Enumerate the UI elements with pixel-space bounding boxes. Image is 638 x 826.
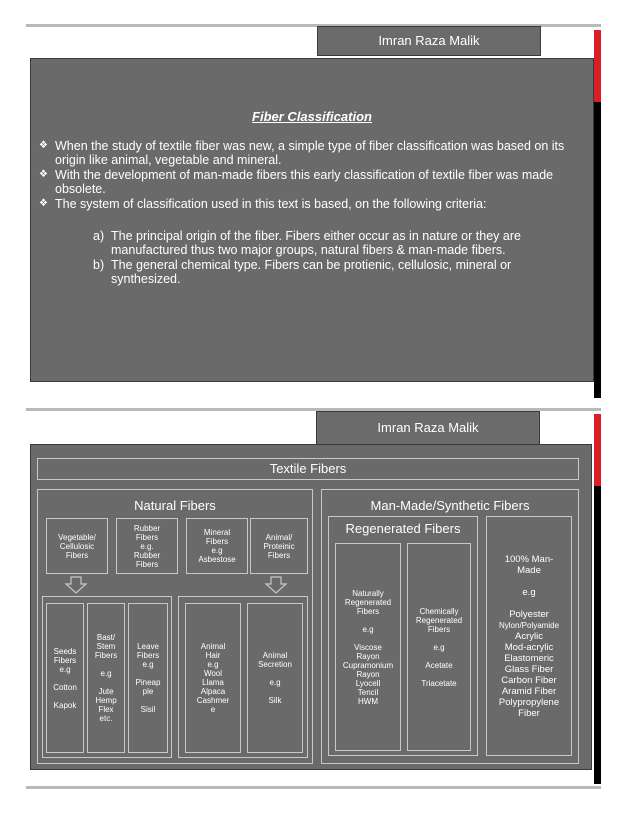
bullet-item [39,139,585,167]
bullet-text: With the development of man-made fibers this early classification of textile fiber was made obsolete. [55,168,554,196]
diamond-bullet-icon: ❖ [39,169,48,180]
criteria-item [93,258,583,286]
criteria-label: b) [93,258,105,272]
naturally-regenerated-box: Naturally Regenerated Fibers e.g Viscose Rayon Cupramonium Rayon Lyocell Tencil HWM [335,543,401,751]
vegetable-fibers-box: Vegetable/ Cellulosic Fibers [46,518,108,574]
chemically-regenerated-box: Chemically Regenerated Fibers e.g Acetate Triacetate [407,543,471,751]
animal-subgroup [178,596,308,758]
diamond-bullet-icon: ❖ [39,198,48,209]
red-accent-bar [594,30,601,102]
regenerated-fibers-group [328,516,478,756]
diamond-bullet-icon: ❖ [39,140,48,151]
criteria-text: The principal origin of the fiber. Fibers either occur as in nature or they are manufactured thus two major groups, natural fibers & man-made fibers. [111,229,521,257]
criteria-text: The general chemical type. Fibers can be protienic, cellulosic, mineral or synthesized. [111,258,512,286]
animal-secretion-box: Animal Secretion e.g Silk [247,603,303,753]
bullet-item [39,168,585,196]
red-accent-bar [594,414,601,486]
black-accent-bar [594,102,601,398]
bullet-item [39,197,585,211]
bast-fibers-box: Bast/ Stem Fibers e.g Jute Hemp Flex etc. [87,603,125,753]
natural-fibers-title: Natural Fibers [134,498,216,513]
leave-fibers-box: Leave Fibers e.g Pineap ple Sisil [128,603,168,753]
full-manmade-box: 100% Man- Made e.g Polyester Nylon/Polyamide Acrylic Mod-acrylic Elastomeric Glass Fiber Carbon Fiber Aramid Fiber Polypropylene Fiber [486,516,572,756]
bullet-text: When the study of textile fiber was new, a simple type of fiber classification was based on its origin like animal, vegetable and mineral. [55,139,565,167]
bullet-list [39,139,585,212]
criteria-item [93,229,583,257]
natural-fibers-group [37,489,313,764]
animal-fibers-box: Animal/ Proteinic Fibers [250,518,308,574]
diagram-panel [30,444,592,770]
bullet-text: The system of classification used in this text is based, on the following criteria: [55,197,487,211]
criteria-label: a) [93,229,105,243]
animal-hair-box: Animal Hair e.g Wool Llama Alpaca Cashmer e [185,603,241,753]
down-arrow-icon [64,576,88,594]
vegetable-subgroup [42,596,172,758]
root-textile-fibers: Textile Fibers [37,458,579,480]
rubber-fibers-box: Rubber Fibers e.g. Rubber Fibers [116,518,178,574]
slide-textile-fibers-diagram [0,408,638,808]
author-tab: Imran Raza Malik [317,26,541,56]
bottom-divider [26,786,601,789]
content-panel [30,58,594,382]
manmade-fibers-title: Man-Made/Synthetic Fibers [370,498,530,513]
author-tab: Imran Raza Malik [316,411,540,445]
mineral-fibers-box: Mineral Fibers e.g Asbestose [186,518,248,574]
manmade-fibers-group [321,489,579,764]
criteria-list [93,229,583,287]
slide-title: Fiber Classification [252,109,372,124]
down-arrow-icon [264,576,288,594]
seeds-fibers-box: Seeds Fibers e.g Cotton Kapok [46,603,84,753]
regenerated-fibers-title: Regenerated Fibers [345,521,461,536]
black-accent-bar [594,486,601,784]
slide-fiber-classification [0,0,638,400]
